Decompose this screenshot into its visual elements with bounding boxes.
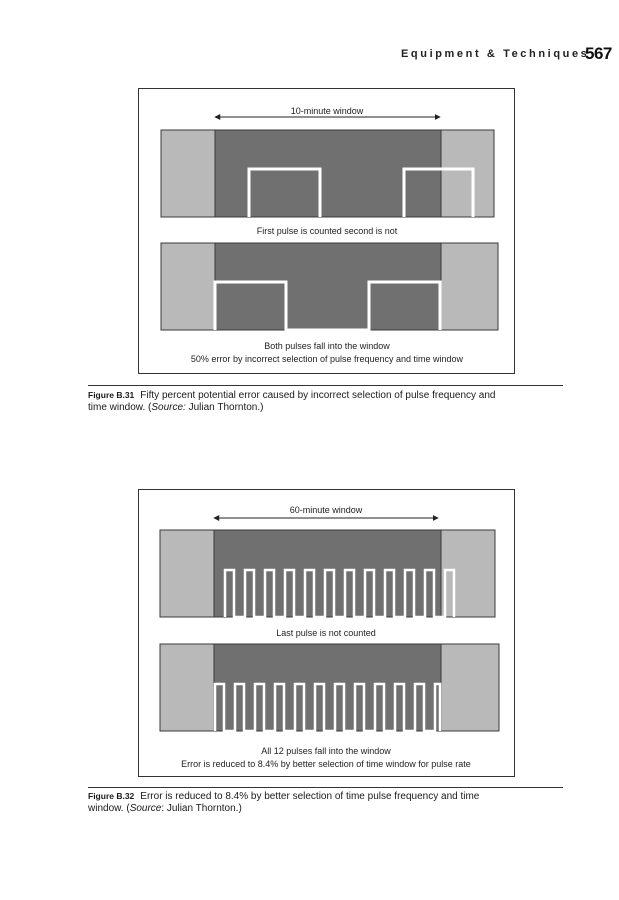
bottom-panel-label-line1: Both pulses fall into the window — [264, 341, 390, 351]
window-label: 60-minute window — [289, 505, 363, 515]
caption-text-cont: window. ( — [88, 803, 130, 814]
caption-source-name: Julian Thornton.) — [185, 402, 264, 413]
top-panel — [160, 530, 495, 617]
top-panel — [161, 130, 494, 217]
caption-label: Figure B.31 — [88, 390, 135, 400]
figure-b32-diagram — [139, 490, 514, 776]
caption-source-word: Source: — [151, 402, 186, 413]
caption-label: Figure B.32 — [88, 791, 135, 801]
outside-window-right — [441, 644, 499, 731]
bottom-panel-label-line2: Error is reduced to 8.4% by better selection of time window for pulse rate — [181, 759, 471, 769]
figure-b31-caption — [88, 389, 564, 414]
figure-b32 — [138, 489, 515, 777]
window-region — [215, 243, 441, 330]
outside-window-right — [441, 243, 498, 330]
outside-window-right — [441, 530, 495, 617]
caption-source-name: : Julian Thornton.) — [161, 803, 242, 814]
caption-rule — [88, 787, 563, 788]
figure-b32-caption — [88, 790, 564, 815]
outside-window-right — [441, 130, 494, 217]
figure-b31-diagram — [139, 89, 514, 373]
top-panel-label: Last pulse is not counted — [276, 628, 376, 638]
bottom-panel — [161, 243, 498, 330]
bottom-panel-label-line1: All 12 pulses fall into the window — [261, 746, 391, 756]
caption-text: Fifty percent potential error caused by incorrect selection of pulse frequency and — [140, 390, 496, 401]
bottom-panel — [160, 644, 499, 731]
caption-source-word: Source — [129, 803, 162, 814]
figure-b31 — [138, 88, 515, 374]
caption-rule — [88, 385, 563, 386]
page-number: 567 — [585, 44, 612, 63]
outside-window-left — [161, 130, 215, 217]
bottom-panel-label-line2: 50% error by incorrect selection of pulse frequency and time window — [190, 354, 464, 364]
caption-text-cont: time window. ( — [88, 402, 152, 413]
window-label: 10-minute window — [290, 106, 364, 116]
outside-window-left — [160, 644, 214, 731]
outside-window-left — [160, 530, 214, 617]
running-title: Equipment & Techniques — [401, 48, 590, 60]
window-region — [214, 530, 441, 617]
caption-text: Error is reduced to 8.4% by better selection of time pulse frequency and time — [140, 791, 480, 802]
outside-window-left — [161, 243, 215, 330]
top-panel-label: First pulse is counted second is not — [256, 226, 398, 236]
window-region — [214, 644, 441, 731]
